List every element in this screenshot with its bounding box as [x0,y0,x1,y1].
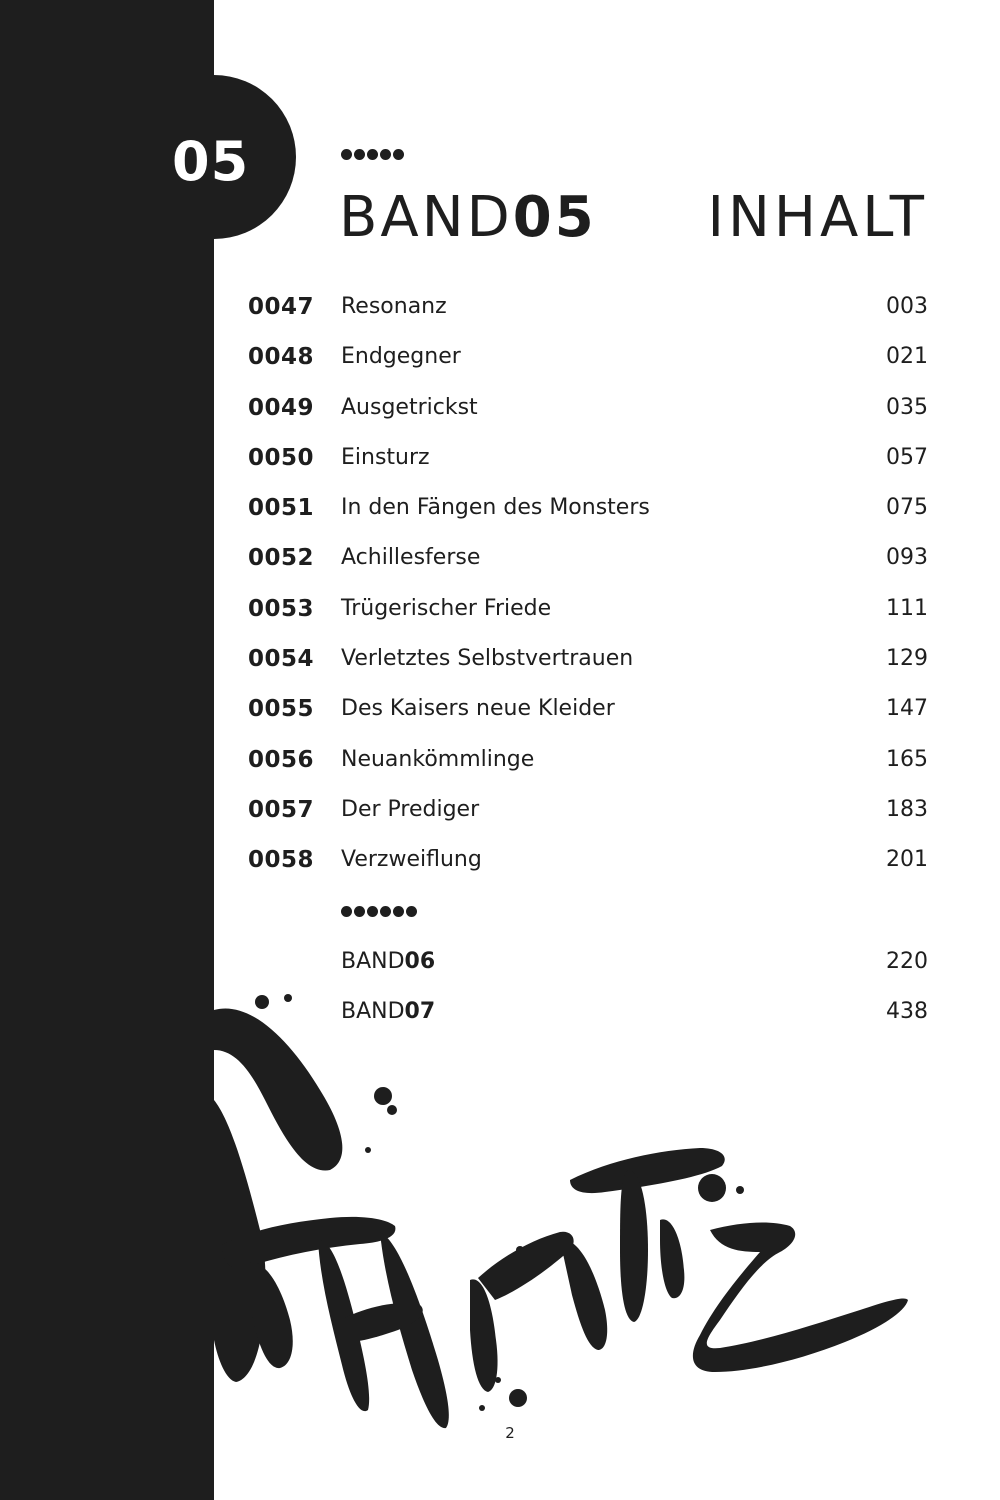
volume-number-bold: 06 [404,949,436,974]
table-of-contents [248,290,928,894]
chapter-number: 0051 [248,495,315,522]
chapter-title: Ausgetrickst [341,394,478,420]
toc-row[interactable] [248,391,928,441]
chapter-page: 003 [886,294,928,319]
chapter-number: 0057 [248,796,315,823]
chapter-title: In den Fängen des Monsters [341,495,650,521]
chapter-number: 0054 [248,646,315,673]
page-title [339,185,597,250]
volume-prefix: BAND [341,949,405,974]
toc-row[interactable] [248,642,928,692]
chapter-title: Einsturz [341,444,430,470]
chapter-number: 0050 [248,444,315,471]
chapter-title: Trügerischer Friede [341,595,552,621]
chapter-title: Endgegner [341,344,461,370]
volume-page: 438 [886,999,928,1024]
chapter-title: Achillesferse [341,545,481,571]
page-number: 2 [505,1424,515,1442]
chapter-number: 0048 [248,344,315,371]
toc-row[interactable] [248,290,928,340]
contents-heading: INHALT [707,185,928,250]
toc-row[interactable] [248,592,928,642]
dot-separator-top [341,149,404,160]
chapter-page: 035 [886,394,928,420]
toc-row[interactable] [248,491,928,541]
chapter-number: 0055 [248,696,315,723]
chapter-number: 0056 [248,746,315,773]
chapter-title: Verzweiflung [341,847,482,873]
further-volume-row[interactable] [341,945,928,979]
chapter-page: 075 [886,495,928,521]
chapter-title: Resonanz [341,294,447,319]
chapter-number: 0053 [248,595,315,622]
toc-row[interactable] [248,340,928,390]
chapter-number: 0058 [248,847,315,874]
chapter-number: 0052 [248,545,315,572]
title-number: 05 [512,185,597,250]
chapter-page: 201 [886,847,928,873]
chapter-number: 0047 [248,294,315,320]
gantz-brush-logo [0,980,1000,1500]
volume-number: 05 [172,130,250,193]
chapter-page: 057 [886,444,928,470]
chapter-page: 093 [886,545,928,571]
chapter-title: Verletztes Selbstvertrauen [341,646,634,672]
toc-row[interactable] [248,793,928,843]
chapter-page: 183 [886,796,928,822]
chapter-title: Neuankömmlinge [341,746,535,772]
chapter-page: 165 [886,746,928,772]
volume-page: 220 [886,949,928,974]
chapter-title: Der Prediger [341,796,480,822]
chapter-title: Des Kaisers neue Kleider [341,696,615,722]
dot-separator-bottom [341,906,417,917]
title-prefix: BAND [339,185,513,250]
chapter-page: 021 [886,344,928,370]
toc-row[interactable] [248,441,928,491]
chapter-page: 129 [886,646,928,672]
toc-row[interactable] [248,743,928,793]
toc-row[interactable] [248,541,928,591]
volume-prefix: BAND [341,999,405,1024]
toc-row[interactable] [248,692,928,742]
chapter-number: 0049 [248,394,315,421]
chapter-page: 111 [886,595,928,621]
volume-number-bold: 07 [404,999,436,1024]
toc-row[interactable] [248,843,928,893]
chapter-page: 147 [886,696,928,722]
